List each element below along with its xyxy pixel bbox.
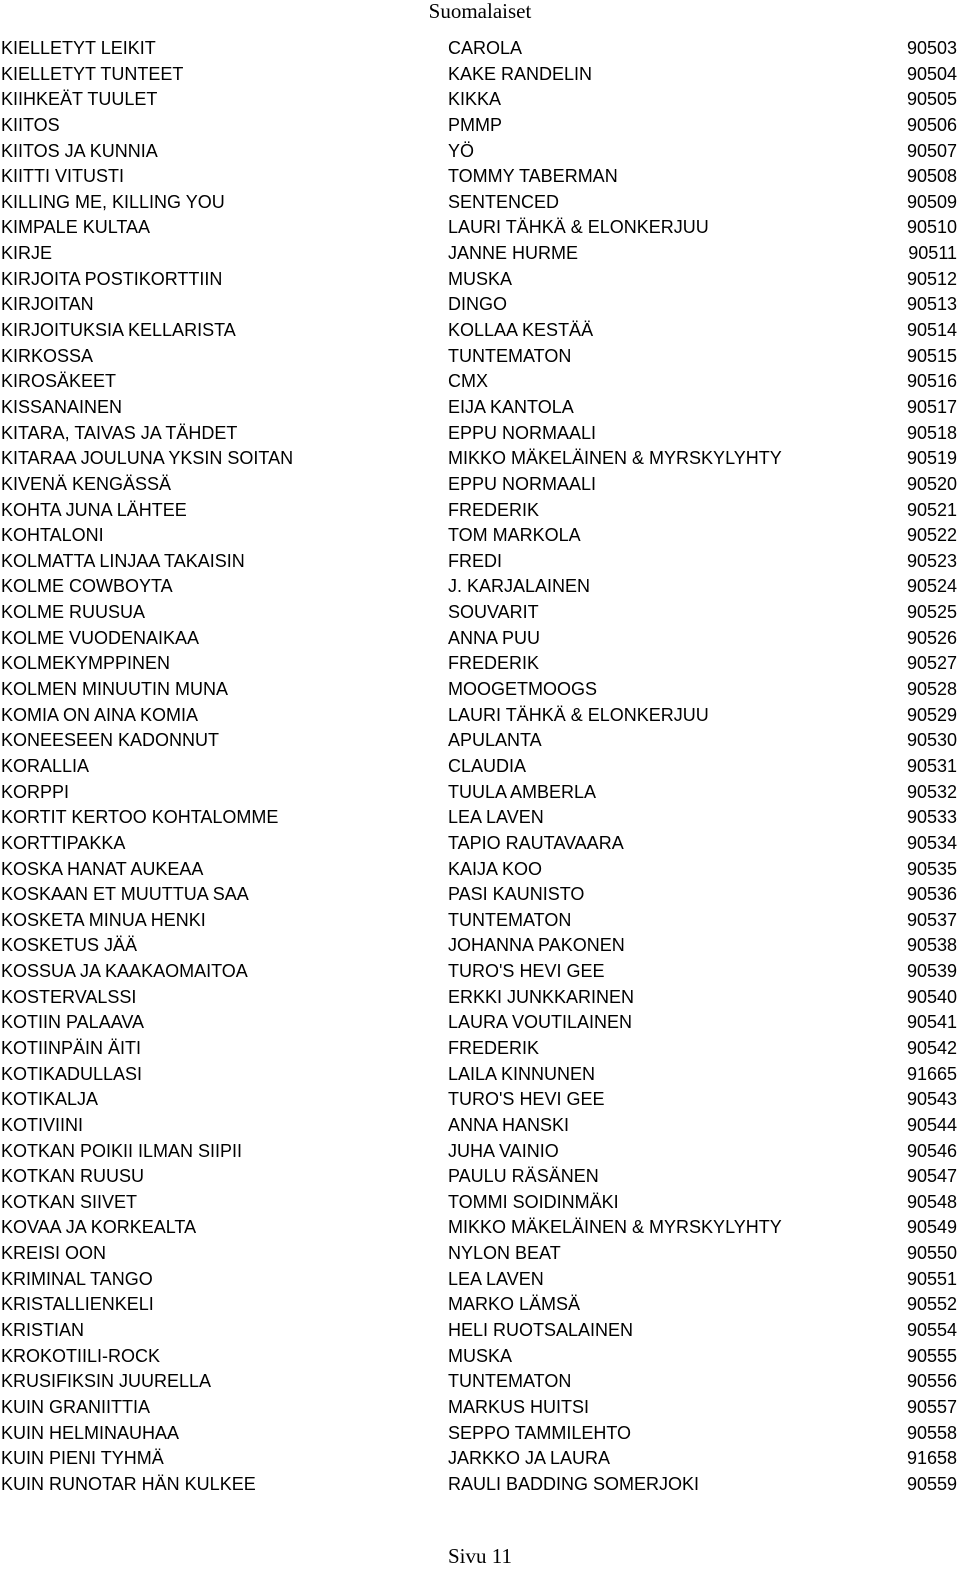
song-artist: EIJA KANTOLA xyxy=(448,396,574,417)
song-code: 90518 xyxy=(906,422,957,443)
song-row xyxy=(0,1318,960,1344)
song-title: KIRJE xyxy=(1,243,53,264)
song-row xyxy=(0,523,960,549)
song-code: 90551 xyxy=(906,1268,957,1289)
song-title: KUIN GRANIITTIA xyxy=(1,1396,151,1417)
song-code: 90520 xyxy=(906,473,957,494)
song-row xyxy=(0,1010,960,1036)
song-artist: PASI KAUNISTO xyxy=(448,884,585,905)
song-code: 90538 xyxy=(906,935,957,956)
song-artist: TUNTEMATON xyxy=(448,909,572,930)
song-code: 90523 xyxy=(906,550,957,571)
song-row xyxy=(0,421,960,447)
song-row xyxy=(0,805,960,831)
song-row xyxy=(0,215,960,241)
song-title: KOLMEKYMPPINEN xyxy=(1,653,171,674)
song-row xyxy=(0,1344,960,1370)
song-code: 90537 xyxy=(906,909,957,930)
song-row xyxy=(0,139,960,165)
song-artist: FREDERIK xyxy=(448,499,540,520)
song-title: KOTIKADULLASI xyxy=(1,1063,143,1084)
song-row xyxy=(0,1472,960,1498)
song-code: 90549 xyxy=(906,1217,957,1238)
song-code: 90527 xyxy=(906,653,957,674)
song-title: KIRJOITA POSTIKORTTIIN xyxy=(1,268,223,289)
song-row xyxy=(0,1292,960,1318)
song-row xyxy=(0,1446,960,1472)
song-row xyxy=(0,1062,960,1088)
song-title: KIRKOSSA xyxy=(1,345,94,366)
song-artist: PAULU RÄSÄNEN xyxy=(448,1166,599,1187)
song-row xyxy=(0,933,960,959)
song-row xyxy=(0,728,960,754)
song-title: KOMIA ON AINA KOMIA xyxy=(1,704,199,725)
song-row xyxy=(0,498,960,524)
song-artist: TOM MARKOLA xyxy=(448,525,581,546)
song-row xyxy=(0,1215,960,1241)
song-artist: MIKKO MÄKELÄINEN & MYRSKYLYHTY xyxy=(448,448,782,469)
song-artist: SENTENCED xyxy=(448,191,560,212)
song-title: KIRJOITUKSIA KELLARISTA xyxy=(1,320,236,341)
song-title: KIITTI VITUSTI xyxy=(1,166,125,187)
song-code: 90548 xyxy=(906,1191,957,1212)
song-row xyxy=(0,1139,960,1165)
song-title: KOLME RUUSUA xyxy=(1,602,146,623)
song-title: KOTKAN POIKII ILMAN SIIPII xyxy=(1,1140,243,1161)
song-title: KOLMATTA LINJAA TAKAISIN xyxy=(1,550,245,571)
song-artist: MUSKA xyxy=(448,1345,513,1366)
song-code: 90511 xyxy=(908,243,957,264)
song-row xyxy=(0,959,960,985)
song-row xyxy=(0,472,960,498)
song-title: KOHTA JUNA LÄHTEE xyxy=(1,499,187,520)
song-artist: LAURI TÄHKÄ & ELONKERJUU xyxy=(448,704,709,725)
song-row xyxy=(0,267,960,293)
song-row xyxy=(0,87,960,113)
song-title: KOSKAAN ET MUUTTUA SAA xyxy=(1,884,249,905)
song-artist: YÖ xyxy=(448,140,475,161)
song-title: KRISTIAN xyxy=(1,1320,85,1341)
song-row xyxy=(0,395,960,421)
song-code: 90529 xyxy=(906,704,957,725)
song-artist: ANNA HANSKI xyxy=(448,1114,570,1135)
song-artist: TURO'S HEVI GEE xyxy=(448,1089,605,1110)
song-title: KOTKAN RUUSU xyxy=(1,1166,145,1187)
song-code: 90532 xyxy=(906,781,957,802)
song-title: KITARA, TAIVAS JA TÄHDET xyxy=(1,422,238,443)
song-title: KOLME VUODENAIKAA xyxy=(1,627,200,648)
song-code: 90534 xyxy=(906,832,957,853)
song-artist: APULANTA xyxy=(448,730,542,751)
song-title: KOTIVIINI xyxy=(1,1114,84,1135)
song-artist: JOHANNA PAKONEN xyxy=(448,935,625,956)
song-title: KIELLETYT TUNTEET xyxy=(1,63,184,84)
song-code: 90554 xyxy=(906,1320,957,1341)
song-artist: PMMP xyxy=(448,114,502,135)
song-row xyxy=(0,882,960,908)
song-artist: ERKKI JUNKKARINEN xyxy=(448,986,635,1007)
song-row xyxy=(0,1267,960,1293)
song-title: KOVAA JA KORKEALTA xyxy=(1,1217,197,1238)
song-code: 90536 xyxy=(906,884,957,905)
song-code: 90556 xyxy=(906,1371,957,1392)
song-row xyxy=(0,1113,960,1139)
song-row xyxy=(0,1087,960,1113)
song-row xyxy=(0,1369,960,1395)
song-title: KRIMINAL TANGO xyxy=(1,1268,153,1289)
song-code: 90513 xyxy=(906,294,957,315)
song-artist: KOLLAA KESTÄÄ xyxy=(448,320,594,341)
song-code: 90526 xyxy=(906,627,957,648)
song-code: 91658 xyxy=(906,1448,957,1469)
song-title: KROKOTIILI-ROCK xyxy=(1,1345,161,1366)
song-artist: EPPU NORMAALI xyxy=(448,473,597,494)
song-artist: FREDI xyxy=(448,550,502,571)
song-title: KRUSIFIKSIN JUURELLA xyxy=(1,1371,212,1392)
song-title: KORTTIPAKKA xyxy=(1,832,126,853)
song-code: 90547 xyxy=(906,1166,957,1187)
song-artist: KIKKA xyxy=(448,89,502,110)
song-code: 90558 xyxy=(906,1422,957,1443)
song-code: 90530 xyxy=(906,730,957,751)
song-row xyxy=(0,446,960,472)
song-title: KOSTERVALSSI xyxy=(1,986,137,1007)
song-artist: EPPU NORMAALI xyxy=(448,422,597,443)
song-artist: HELI RUOTSALAINEN xyxy=(448,1320,634,1341)
song-artist: KAIJA KOO xyxy=(448,858,543,879)
song-artist: MARKO LÄMSÄ xyxy=(448,1294,581,1315)
song-artist: MIKKO MÄKELÄINEN & MYRSKYLYHTY xyxy=(448,1217,782,1238)
song-row xyxy=(0,318,960,344)
song-row xyxy=(0,1164,960,1190)
song-code: 90522 xyxy=(906,525,957,546)
song-row xyxy=(0,1395,960,1421)
song-title: KORALLIA xyxy=(1,755,90,776)
song-row xyxy=(0,985,960,1011)
song-code: 90543 xyxy=(906,1089,957,1110)
song-title: KIELLETYT LEIKIT xyxy=(1,38,156,58)
song-row xyxy=(0,292,960,318)
page-header: Suomalaiset xyxy=(428,0,532,23)
song-code: 90528 xyxy=(906,679,957,700)
song-title: KIIHKEÄT TUULET xyxy=(1,89,158,110)
song-title: KOTKAN SIIVET xyxy=(1,1191,138,1212)
song-title: KIROSÄKEET xyxy=(1,371,117,392)
song-code: 90503 xyxy=(906,38,957,58)
song-row xyxy=(0,164,960,190)
song-artist: TUNTEMATON xyxy=(448,1371,572,1392)
song-artist: TURO'S HEVI GEE xyxy=(448,961,605,982)
song-title: KOLME COWBOYTA xyxy=(1,576,173,597)
song-artist: CAROLA xyxy=(448,38,523,58)
song-code: 90514 xyxy=(906,320,957,341)
song-artist: LAURI TÄHKÄ & ELONKERJUU xyxy=(448,217,709,238)
song-row xyxy=(0,1036,960,1062)
song-title: KUIN RUNOTAR HÄN KULKEE xyxy=(1,1473,256,1494)
song-row xyxy=(0,344,960,370)
song-row xyxy=(0,780,960,806)
song-code: 91665 xyxy=(906,1063,957,1084)
song-title: KUIN HELMINAUHAA xyxy=(1,1422,180,1443)
song-title: KORTIT KERTOO KOHTALOMME xyxy=(1,807,279,828)
page-number: Sivu 11 xyxy=(448,1544,512,1568)
song-title: KORPPI xyxy=(1,781,70,802)
song-title: KIITOS xyxy=(1,114,60,135)
song-artist: FREDERIK xyxy=(448,653,540,674)
song-code: 90540 xyxy=(906,986,957,1007)
song-row xyxy=(0,831,960,857)
song-code: 90539 xyxy=(906,961,957,982)
song-title: KOTIKALJA xyxy=(1,1089,99,1110)
song-code: 90510 xyxy=(906,217,957,238)
song-title: KOSKETA MINUA HENKI xyxy=(1,909,206,930)
song-code: 90533 xyxy=(906,807,957,828)
song-code: 90552 xyxy=(906,1294,957,1315)
song-artist: CLAUDIA xyxy=(448,755,527,776)
song-code: 90557 xyxy=(906,1396,957,1417)
song-row xyxy=(0,241,960,267)
song-artist: SEPPO TAMMILEHTO xyxy=(448,1422,632,1443)
song-artist: JARKKO JA LAURA xyxy=(448,1448,611,1469)
song-artist: RAULI BADDING SOMERJOKI xyxy=(448,1473,700,1494)
song-artist: MUSKA xyxy=(448,268,513,289)
song-title: KOSKETUS JÄÄ xyxy=(1,935,138,956)
song-code: 90509 xyxy=(906,191,957,212)
song-row xyxy=(0,703,960,729)
song-code: 90516 xyxy=(906,371,957,392)
song-row xyxy=(0,677,960,703)
song-code: 90525 xyxy=(906,602,957,623)
song-title: KOSKA HANAT AUKEAA xyxy=(1,858,204,879)
song-code: 90531 xyxy=(906,755,957,776)
song-code: 90507 xyxy=(906,140,957,161)
song-artist: DINGO xyxy=(448,294,508,315)
song-code: 90508 xyxy=(906,166,957,187)
song-code: 90542 xyxy=(906,1037,957,1058)
song-artist: LAURA VOUTILAINEN xyxy=(448,1012,633,1033)
song-code: 90559 xyxy=(906,1473,957,1494)
song-row xyxy=(0,626,960,652)
song-artist: NYLON BEAT xyxy=(448,1243,561,1264)
song-row xyxy=(0,62,960,88)
song-row xyxy=(0,1241,960,1267)
song-row xyxy=(0,1421,960,1447)
song-code: 90519 xyxy=(906,448,957,469)
song-code: 90555 xyxy=(906,1345,957,1366)
song-row xyxy=(0,651,960,677)
song-artist: TUNTEMATON xyxy=(448,345,572,366)
song-title: KOTIINPÄIN ÄITI xyxy=(1,1037,142,1058)
song-artist: JUHA VAINIO xyxy=(448,1140,559,1161)
song-title: KILLING ME, KILLING YOU xyxy=(1,191,225,212)
song-artist: FREDERIK xyxy=(448,1037,540,1058)
song-code: 90517 xyxy=(906,396,957,417)
song-title: KRISTALLIENKELI xyxy=(1,1294,154,1315)
song-code: 90541 xyxy=(906,1012,957,1033)
song-code: 90524 xyxy=(906,576,957,597)
song-artist: TUULA AMBERLA xyxy=(448,781,597,802)
song-title: KOHTALONI xyxy=(1,525,104,546)
song-code: 90521 xyxy=(906,499,957,520)
song-row xyxy=(0,113,960,139)
song-row xyxy=(0,754,960,780)
song-code: 90550 xyxy=(906,1243,957,1264)
song-artist: JANNE HURME xyxy=(448,243,579,264)
song-code: 90546 xyxy=(906,1140,957,1161)
song-row xyxy=(0,549,960,575)
song-title: KIVENÄ KENGÄSSÄ xyxy=(1,473,172,494)
song-title: KOLMEN MINUUTIN MUNA xyxy=(1,679,229,700)
song-title: KREISI OON xyxy=(1,1243,107,1264)
song-row xyxy=(0,36,960,62)
song-artist: MARKUS HUITSI xyxy=(448,1396,590,1417)
song-code: 90515 xyxy=(906,345,957,366)
song-code: 90544 xyxy=(906,1114,957,1135)
song-artist: TOMMI SOIDINMÄKI xyxy=(448,1191,619,1212)
song-title: KITARAA JOULUNA YKSIN SOITAN xyxy=(1,448,294,469)
song-row xyxy=(0,1190,960,1216)
song-artist: ANNA PUU xyxy=(448,627,541,648)
song-row xyxy=(0,574,960,600)
song-row xyxy=(0,369,960,395)
song-title: KISSANAINEN xyxy=(1,396,123,417)
song-artist: LAILA KINNUNEN xyxy=(448,1063,596,1084)
song-row xyxy=(0,857,960,883)
song-list xyxy=(0,36,960,1498)
song-title: KIMPALE KULTAA xyxy=(1,217,151,238)
song-row xyxy=(0,600,960,626)
song-artist: MOOGETMOOGS xyxy=(448,679,598,700)
song-title: KUIN PIENI TYHMÄ xyxy=(1,1448,164,1469)
song-artist: LEA LAVEN xyxy=(448,1268,544,1289)
song-title: KOSSUA JA KAAKAOMAITOA xyxy=(1,961,248,982)
song-code: 90512 xyxy=(906,268,957,289)
song-artist: TOMMY TABERMAN xyxy=(448,166,618,187)
song-artist: KAKE RANDELIN xyxy=(448,63,593,84)
song-artist: TAPIO RAUTAVAARA xyxy=(448,832,624,853)
song-artist: CMX xyxy=(448,371,488,392)
song-title: KIRJOITAN xyxy=(1,294,94,315)
song-title: KIITOS JA KUNNIA xyxy=(1,140,158,161)
song-row xyxy=(0,190,960,216)
song-title: KOTIIN PALAAVA xyxy=(1,1012,145,1033)
song-artist: LEA LAVEN xyxy=(448,807,544,828)
song-artist: J. KARJALAINEN xyxy=(448,576,591,597)
song-code: 90505 xyxy=(906,89,957,110)
song-artist: SOUVARIT xyxy=(448,602,539,623)
song-title: KONEESEEN KADONNUT xyxy=(1,730,220,751)
song-code: 90506 xyxy=(906,114,957,135)
song-code: 90535 xyxy=(906,858,957,879)
song-row xyxy=(0,908,960,934)
song-code: 90504 xyxy=(906,63,957,84)
